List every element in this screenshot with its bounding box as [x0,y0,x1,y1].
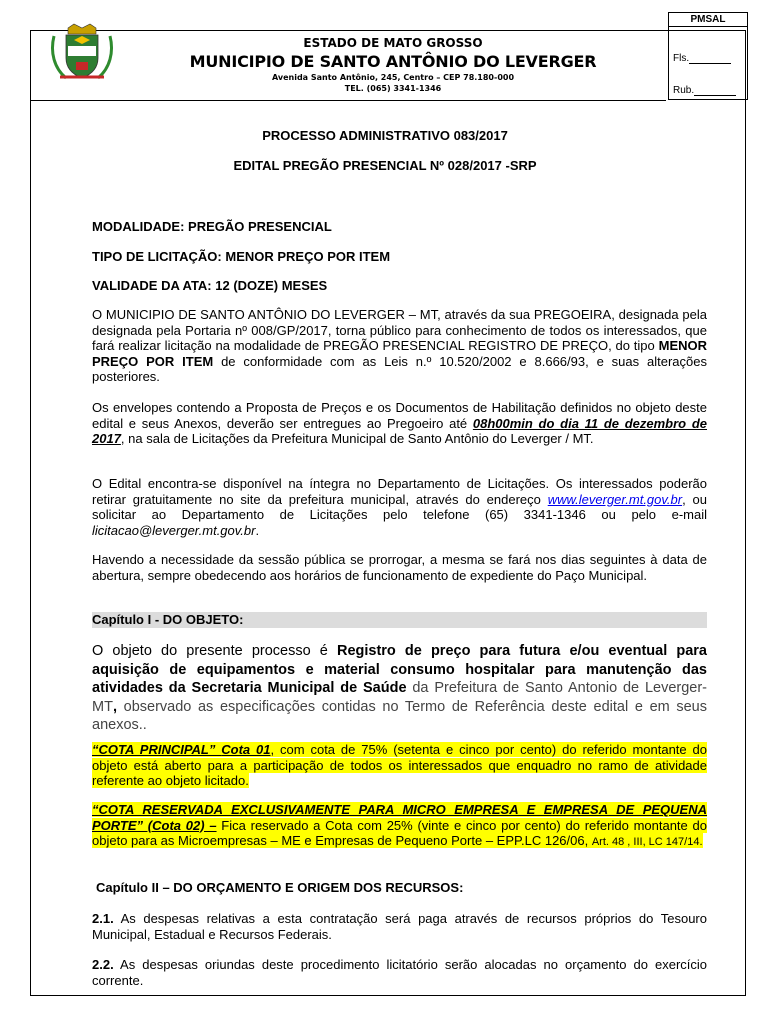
modalidade-label: MODALIDADE: PREGÃO PRESENCIAL [92,219,332,234]
stamp-rub: Rub. [673,85,736,96]
cota-principal-paragraph: “COTA PRINCIPAL” Cota 01, com cota de 75% (setenta e cinco por cento) do referido montante do objeto está aberto para a participação de todos os interessados que enquadro no ramo de atividade referente ao objeto licitado. [92,742,707,788]
stamp-fls: Fls. [673,53,731,64]
clause-2-1: 2.1. As despesas relativas a esta contratação será paga através de recursos próprios do Tesouro Municipal, Estadual e Recursos Federais. [92,911,707,942]
edital-title: EDITAL PREGÃO PRESENCIAL Nº 028/2017 -SRP [233,158,537,173]
edital-availability-paragraph: O Edital encontra-se disponível na íntegra no Departamento de Licitações. Os interessados poderão retirar gratuitamente no site da prefeitura municipal, através do endereço www.leverger.mt.gov.br, ou solicitar ao Departamento de Licitações pelo telefone (65) 3341-1346 ou pelo e-mail licitacao@leverger.mt.gov.br. [92,476,708,538]
clause-2-2: 2.2. As despesas oriundas deste procedimento licitatório serão alocadas no orçamento do exercício corrente. [92,957,707,988]
envelopes-paragraph: Os envelopes contendo a Proposta de Preços e os Documentos de Habilitação definidos no objeto deste edital e seus Anexos, deverão ser entregues ao Pregoeiro até 08h00min do dia 11 de dezembro de 2017, na sala de Licitações da Prefeitura Municipal de Santo Antônio do Leverger / MT. [92,400,708,446]
stamp-title: PMSAL [669,13,747,27]
header-municipality: MUNICIPIO DE SANTO ANTÔNIO DO LEVERGER [189,52,597,71]
cota-reservada-paragraph: “COTA RESERVADA EXCLUSIVAMENTE PARA MICRO EMPRESA E EMPRESA DE PEQUENA PORTE” (Cota 02) – Fica reservado a Cota com 25% (vinte e cinco por cento) do referido montante do objeto para as Microempresas – ME e Empresas de Pequeno Porte – EPP.LC 126/06, Art. 48 , III, LC 147/14. [92,802,707,848]
tipo-licitacao-label: TIPO DE LICITAÇÃO: MENOR PREÇO POR ITEM [92,249,391,264]
validade-label: VALIDADE DA ATA: 12 (DOZE) MESES [92,278,328,293]
email-address: licitacao@leverger.mt.gov.br [92,522,256,538]
session-paragraph: Havendo a necessidade da sessão pública se prorrogar, a mesma se fará nos dias seguintes à data de abertura, sempre obedecendo aos horários de funcionamento de expediente do Paço Municipal. [92,552,707,583]
municipal-crest-logo [46,22,118,84]
intro-paragraph: O MUNICIPIO DE SANTO ANTÔNIO DO LEVERGER – MT, através da sua PREGOEIRA, designada pela designada pela Portaria nº 008/GP/2017, torna público para conhecimento de todos os interessados, que fará realizar licitação na modalidade de PREGÃO PRESENCIAL REGISTRO DE PREÇO, do tipo MENOR PREÇO POR ITEM de conformidade com as Leis n.º 10.520/2002 e 8.666/93, e suas alterações posteriores. [92,307,707,384]
chapter-1-heading: Capítulo I - DO OBJETO: [92,612,707,628]
header-address: Avenida Santo Antônio, 245, Centro – CEP 78.180-000 [271,73,515,82]
header-phone: TEL. (065) 3341-1346 [344,84,442,93]
header-state: ESTADO DE MATO GROSSO [303,36,483,50]
chapter-2-heading: Capítulo II – DO ORÇAMENTO E ORIGEM DOS RECURSOS: [96,880,464,895]
deadline-text: 08h00min do dia 11 de dezembro de 2017 [92,415,708,446]
website-link[interactable]: www.leverger.mt.gov.br [547,491,683,507]
protocol-stamp [668,12,748,100]
process-title: PROCESSO ADMINISTRATIVO 083/2017 [262,128,508,143]
object-paragraph: O objeto do presente processo é Registro de preço para futura e/ou eventual para aquisição de equipamentos e material consumo hospitalar para manutenção das atividades da Secretaria Municipal de Saúde da Prefeitura de Santo Antonio de Leverger-MT, observado as especificações contidas no Termo de Referência deste edital e em seus anexos.. [92,643,708,733]
header-divider [30,100,666,101]
